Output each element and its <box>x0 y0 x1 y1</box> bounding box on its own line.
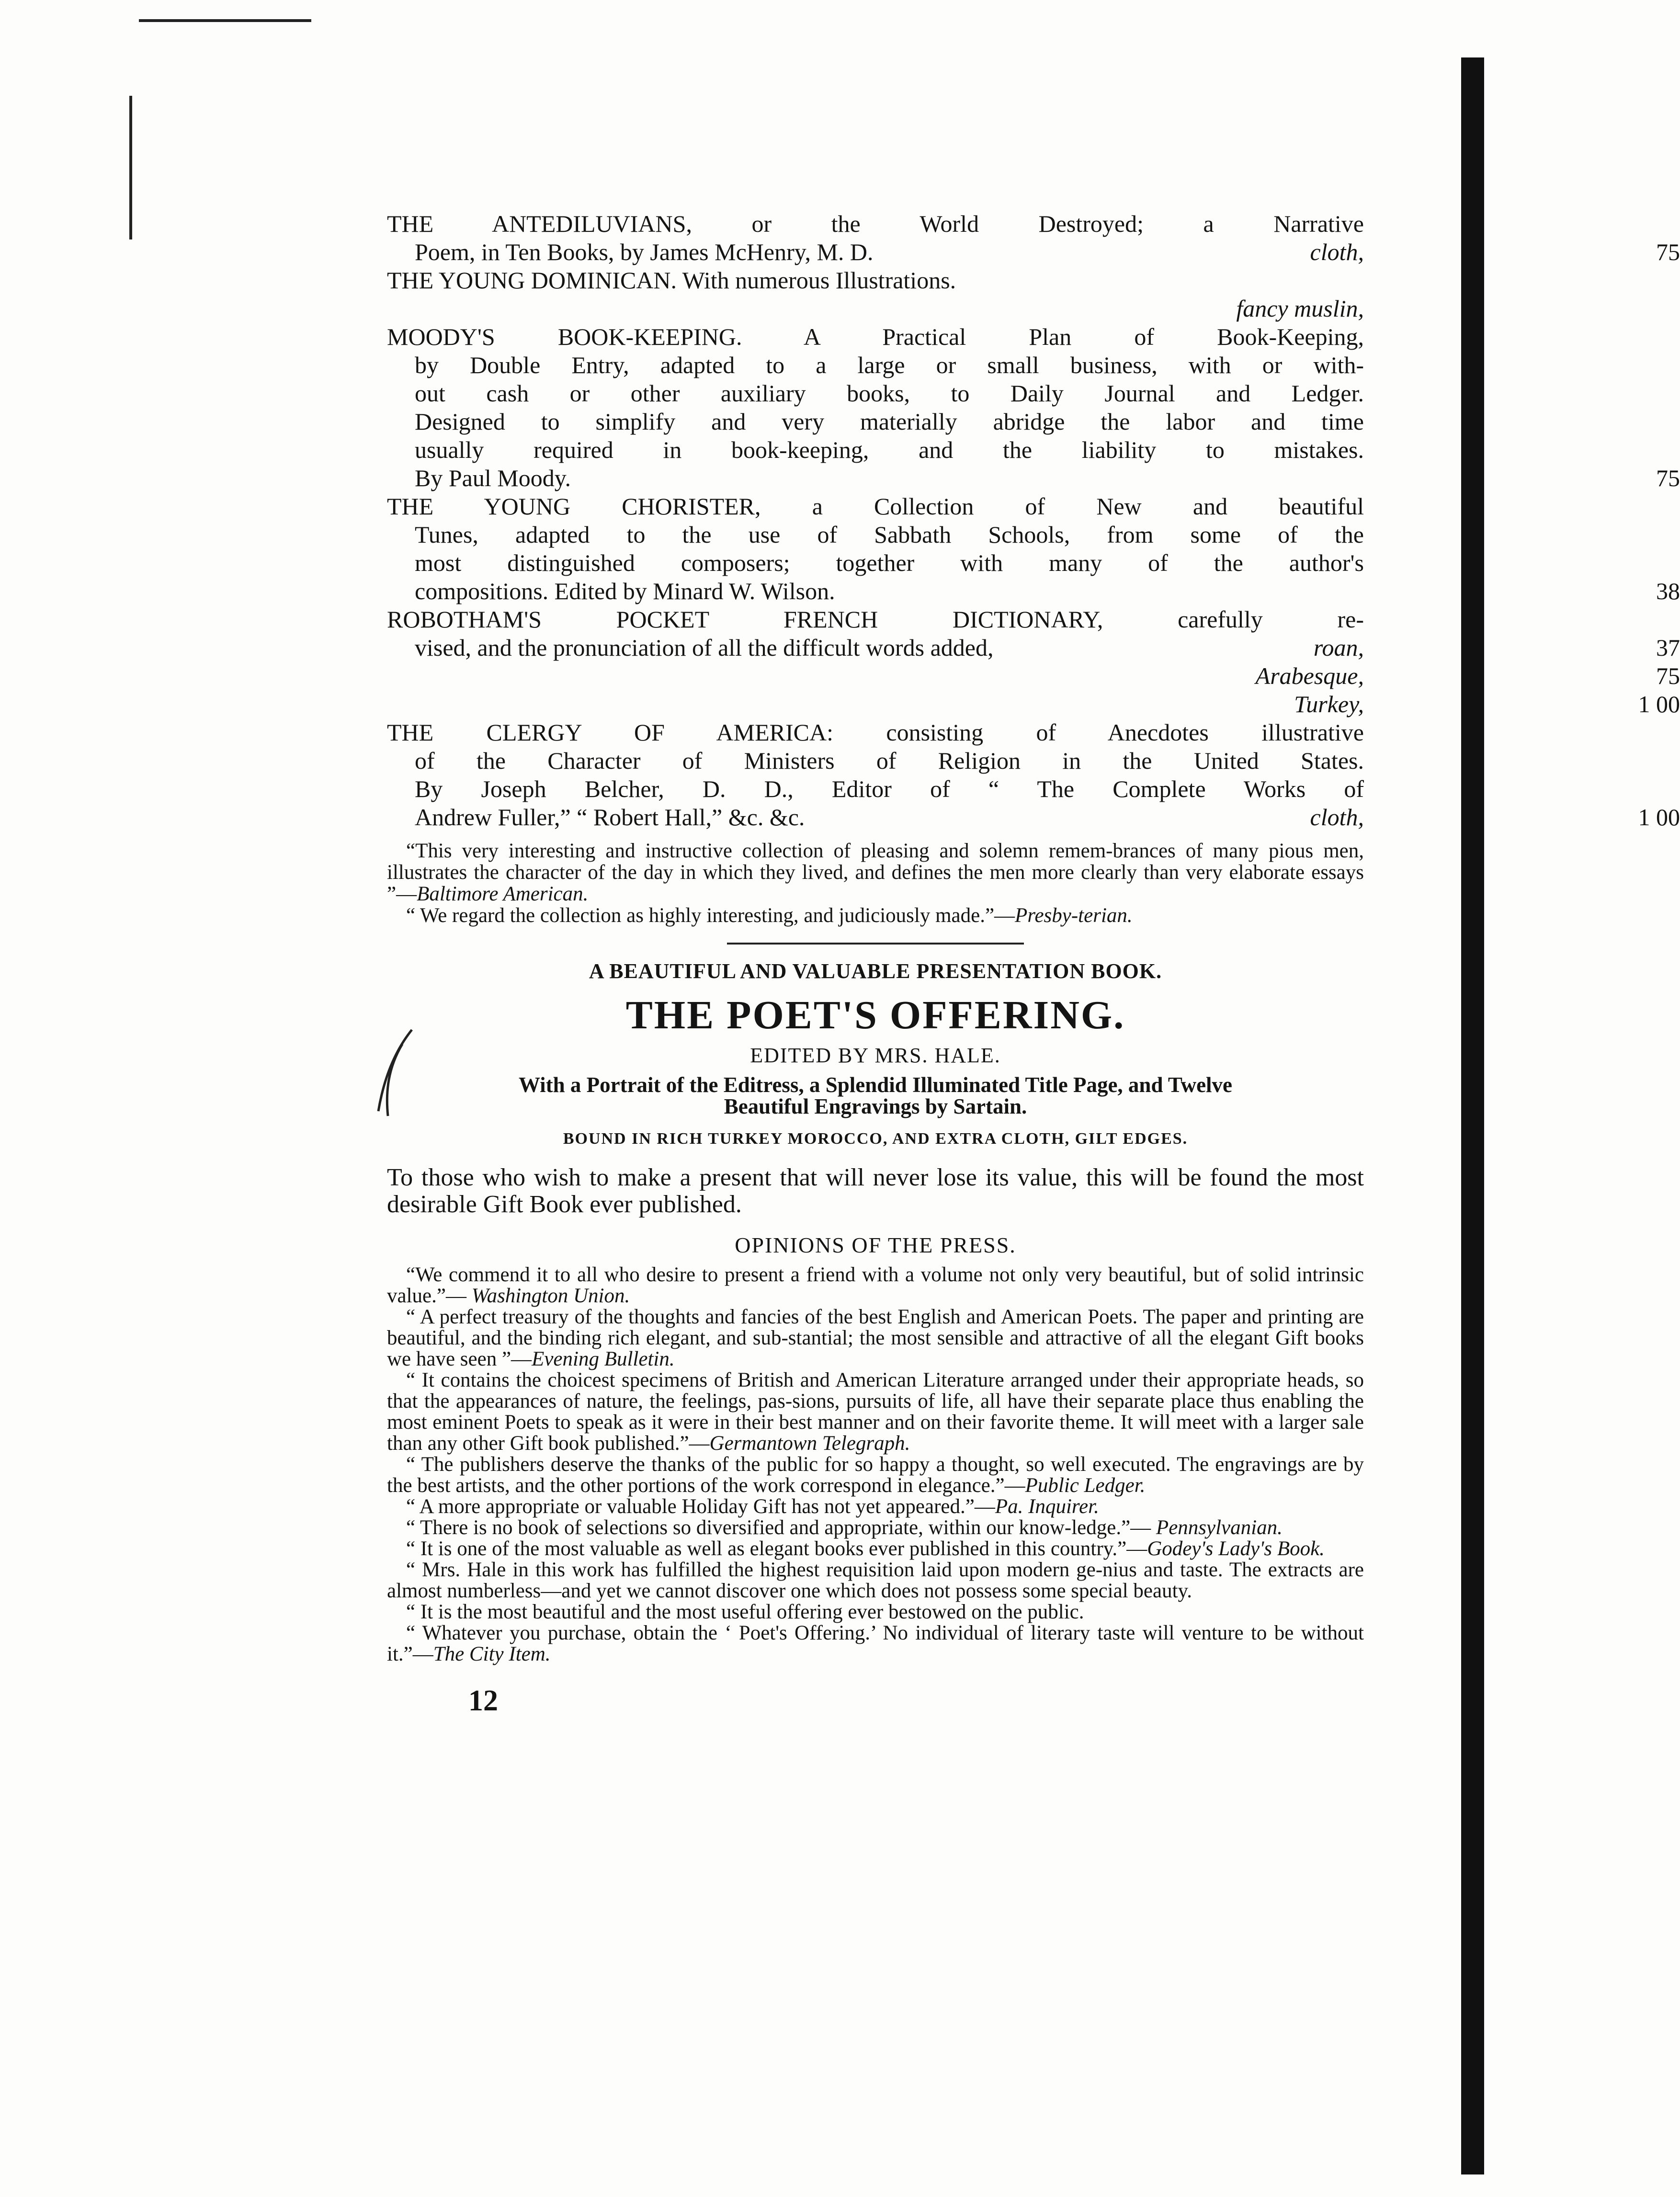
entry-line: compositions. Edited by Minard W. Wilson. <box>415 578 835 604</box>
quote-source: Evening Bulletin. <box>532 1348 675 1370</box>
entry-line: of the Character of Ministers of Religion in the United States. <box>415 747 1364 774</box>
book-entry-young-dominican <box>387 266 1364 323</box>
clergy-press-quotes <box>387 840 1364 926</box>
quote-source: Washington Union. <box>471 1285 630 1307</box>
binding-label: Turkey, <box>1294 691 1364 717</box>
entry-line: THE CLERGY OF AMERICA: consisting of Anecdotes illustrative <box>387 719 1364 746</box>
press-quote: “ We regard the collection as highly interesting, and judiciously made.”—Presby-terian. <box>406 904 1133 927</box>
press-opinion: “ A more appropriate or valuable Holiday Gift has not yet appeared.”—Pa. Inquirer. <box>406 1495 1099 1518</box>
press-opinion: “ Whatever you purchase, obtain the ‘ Poet's Offering.’ No individual of literary taste will venture to be without it.”—The City Item. <box>387 1622 1364 1665</box>
quote-source: Godey's Lady's Book. <box>1147 1537 1325 1560</box>
book-entry-clergy-of-america <box>387 718 1680 831</box>
quote-source: The City Item. <box>433 1643 551 1665</box>
entry-line: By Joseph Belcher, D. D., Editor of “ The Complete Works of <box>415 775 1364 802</box>
entry-line: Designed to simplify and very materially abridge the labor and time <box>415 408 1364 435</box>
entry-line: Tunes, adapted to the use of Sabbath Schools, from some of the <box>415 521 1364 548</box>
binding-label: cloth, <box>1310 804 1364 831</box>
entry-line: By Paul Moody. <box>415 465 571 491</box>
binding-label: fancy muslin, <box>1236 295 1364 322</box>
entry-line: most distinguished composers; together with many of the author's <box>415 549 1364 576</box>
quote-source: Baltimore American. <box>417 883 589 905</box>
entry-line <box>387 690 1364 718</box>
editor-line: EDITED BY MRS. HALE. <box>750 1044 1001 1067</box>
book-entry-antediluvians <box>387 210 1680 266</box>
entry-line: usually required in book-keeping, and the liability to mistakes. <box>415 436 1364 463</box>
entry-line: Andrew Fuller,” “ Robert Hall,” &c. &c. cloth, <box>415 804 1364 831</box>
opinions-list <box>387 1264 1364 1665</box>
entry-line: Poem, in Ten Books, by James McHenry, M. D. cloth, <box>415 239 1364 265</box>
quote-source: Pennsylvanian. <box>1156 1516 1283 1539</box>
price: 38 <box>1656 578 1680 604</box>
binding-description: BOUND IN RICH TURKEY MOROCCO, AND EXTRA CLOTH, GILT EDGES. <box>563 1130 1188 1148</box>
press-opinion: “ It is one of the most valuable as well as elegant books ever published in this country.”—Godey's Lady's Book. <box>406 1537 1325 1560</box>
press-opinion: “We commend it to all who desire to present a friend with a volume not only very beautiful, but of solid intrinsic value.”— Washington Union. <box>387 1264 1364 1307</box>
presentation-banner: A BEAUTIFUL AND VALUABLE PRESENTATION BOOK. <box>589 959 1162 983</box>
press-opinion: “ The publishers deserve the thanks of the public for so happy a thought, so well executed. The engravings are by the best artists, and the other portions of the work correspond in elegance.”—Public Ledger. <box>387 1453 1364 1497</box>
entry-line: THE YOUNG DOMINICAN. With numerous Illustrations. <box>387 267 956 294</box>
binding-label: roan, <box>1313 634 1364 661</box>
catalogue-page <box>387 210 1680 1718</box>
book-entry-moodys-book-keeping <box>387 323 1680 492</box>
price: 1 00 <box>1638 691 1680 717</box>
scan-edge-mark <box>139 19 311 22</box>
press-opinion: “ It contains the choicest specimens of British and American Literature arranged under their appropriate heads, so that the appearances of nature, the feelings, pas-sions, pursuits of life, all have their separate place thus enabling the most eminent Poets to speak as it were in their best manner and on their favorite theme. It will meet with a larger sale than any other Gift book published.”—Germantown Telegraph. <box>387 1369 1364 1455</box>
entry-line <box>387 662 1364 690</box>
book-title: THE POET'S OFFERING. <box>625 993 1125 1037</box>
entry-line: out cash or other auxiliary books, to Daily Journal and Ledger. <box>415 380 1364 407</box>
entry-line: THE YOUNG CHORISTER, a Collection of New and beautiful <box>387 493 1364 520</box>
entry-line: by Double Entry, adapted to a large or small business, with or with- <box>415 352 1364 378</box>
sales-pitch: To those who wish to make a present that will never lose its value, this will be found the most desirable Gift Book ever published. <box>387 1164 1364 1218</box>
press-opinion: “ Mrs. Hale in this work has fulfilled the highest requisition laid upon modern ge-nius and taste. The extracts are almost numberless—and yet we cannot discover one which does not possess some special beauty. <box>387 1559 1364 1602</box>
price: 1 00 <box>1638 804 1680 831</box>
binding-label: cloth, <box>1310 239 1364 265</box>
press-opinion: “ It is the most beautiful and the most useful offering ever bestowed on the public. <box>406 1601 1084 1623</box>
press-quote: “This very interesting and instructive collection of pleasing and solemn remem-brances of many pious men, illustrates the character of the day in which they lived, and defines the men more clearly than very elaborate essays ”—Baltimore American. <box>387 840 1364 905</box>
page-number: 12 <box>468 1685 498 1717</box>
price: 37 <box>1656 634 1680 661</box>
scan-edge-mark <box>129 96 132 239</box>
book-entry-young-chorister <box>387 492 1680 605</box>
price: 75 <box>1656 239 1680 265</box>
entry-line <box>387 295 1364 323</box>
portrait-line: With a Portrait of the Editress, a Splendid Illuminated Title Page, and Twelve <box>518 1073 1233 1097</box>
entry-line: THE ANTEDILUVIANS, or the World Destroyed; a Narrative <box>387 210 1364 237</box>
entry-line: MOODY'S BOOK-KEEPING. A Practical Plan of Book-Keeping, <box>387 323 1364 350</box>
entry-line: vised, and the pronunciation of all the difficult words added, roan, <box>415 634 1364 661</box>
press-opinion: “ A perfect treasury of the thoughts and fancies of the best English and American Poets. The paper and printing are beautiful, and the binding rich elegant, and sub-stantial; the most sensible and attractive of all the elegant Gift books we have seen ”—Evening Bulletin. <box>387 1306 1364 1370</box>
price: 75 <box>1656 465 1680 491</box>
entry-line: ROBOTHAM'S POCKET FRENCH DICTIONARY, carefully re- <box>387 606 1364 633</box>
quote-source: Germantown Telegraph. <box>709 1432 910 1455</box>
binding-label: Arabesque, <box>1255 662 1364 689</box>
press-opinion: “ There is no book of selections so diversified and appropriate, within our know-ledge.”— Pennsylvanian. <box>406 1516 1283 1539</box>
quote-source: Presby-terian. <box>1015 904 1133 927</box>
opinions-heading: OPINIONS OF THE PRESS. <box>735 1233 1016 1257</box>
book-entry-french-dictionary <box>387 605 1680 718</box>
quote-source: Public Ledger. <box>1025 1474 1146 1497</box>
section-divider <box>727 943 1024 945</box>
portrait-line: Beautiful Engravings by Sartain. <box>724 1094 1027 1118</box>
book-spine-shadow <box>1461 57 1484 2174</box>
price: 75 <box>1656 662 1680 689</box>
quote-source: Pa. Inquirer. <box>995 1495 1099 1518</box>
